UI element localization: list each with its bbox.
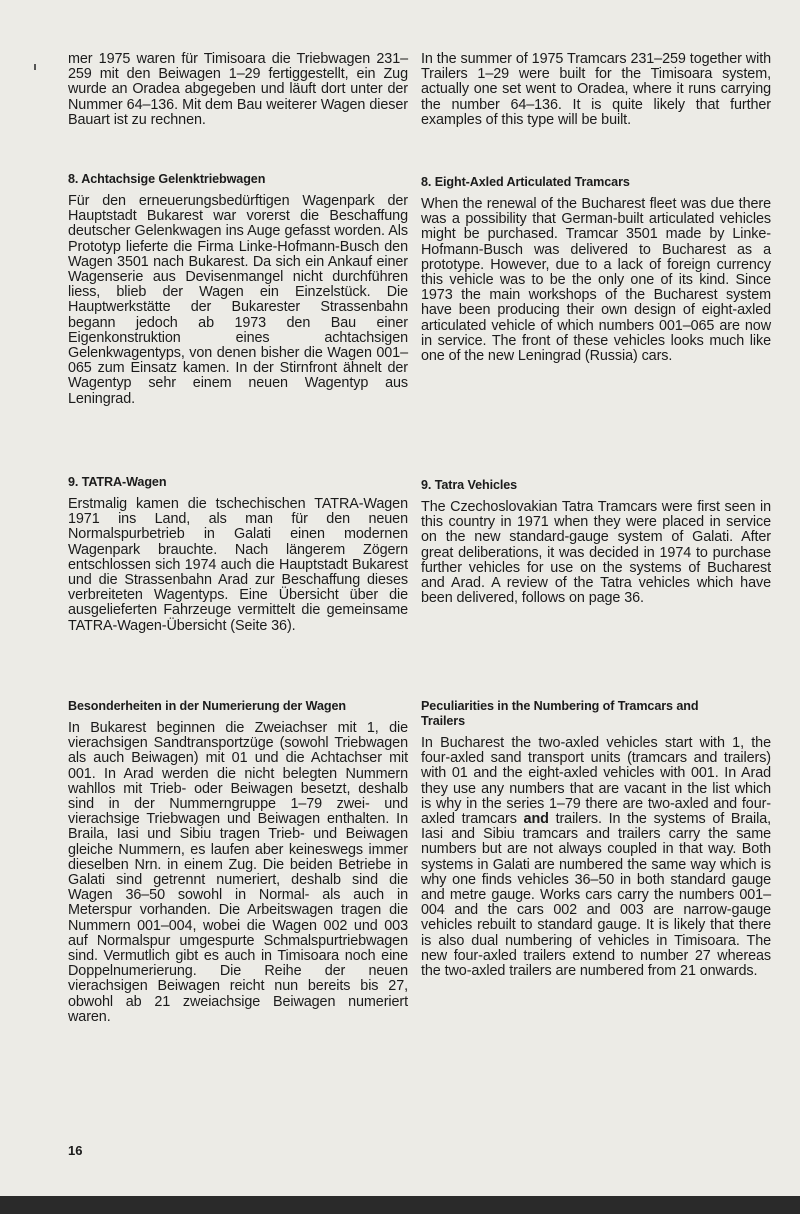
english-section-8-heading: 8. Eight-Axled Articulated Tramcars bbox=[421, 175, 630, 189]
english-numbering-text-b: trailers. In the systems of Braila, Iasi and Sibiu tramcars and trailers carry the same numbers but are not always coupled in that way. Both systems in Galati are numbered the same way which is why one finds vehicles 36–50 in both standard gauge and metre gauge. Works cars carry the numbers 001–004 and the cars 002 and 003 are narrow-gauge vehicles rebuilt to standard gauge. It is likely that there is also dual numbering of vehicles in Timisoara. The new four-axled trailers extend to number 27 whereas the two-axled trailers are numbered from 21 onwards. bbox=[421, 811, 771, 980]
german-section-8 bbox=[68, 172, 408, 407]
german-section-9-paragraph: Erstmalig kamen die tschechischen TATRA-Wagen 1971 ins Land, als man für den neuen Normalspurbetrieb in Galati einen modernen Wagenpark brauchte. Nach längerem Zögern entschlossen sich 1974 auch die Hauptstadt Bukarest und die Strassenbahn Arad zur Beschaffung dieses verbreiteten Wagentyps. Eine Übersicht über die ausgelieferten Fahrzeuge vermittelt die gemeinsame TATRA-Wagen-Übersicht (Seite 36). bbox=[68, 496, 408, 634]
german-intro-paragraph: mer 1975 waren für Timisoara die Triebwagen 231–259 mit den Beiwagen 1–29 fertiggestellt, ein Zug wurde an Oradea abgegeben und läuft dort unter der Nummer 64–136. Mit dem Bau weiterer Wagen dieser Bauart ist zu rechnen. bbox=[68, 51, 408, 128]
english-section-8-paragraph: When the renewal of the Bucharest fleet was due there was a possibility that German-built articulated vehicles might be purchased. Tramcar 3501 made by Linke-Hofmann-Busch was delivered to Bucharest as a prototype. However, due to a lack of foreign currency this vehicle was to be the only one of its kind. Since 1973 the main workshops of the Bucharest system have been producing their own design of eight-axled articulated vehicle of which numbers 001–065 are now in service. The front of these vehicles looks much like one of the new Leningrad (Russia) cars. bbox=[421, 196, 771, 365]
english-section-9-paragraph: The Czechoslovakian Tatra Tramcars were first seen in this country in 1971 when they were placed in service on the new standard-gauge system of Galati. After great deliberations, it was decided in 1974 to purchase further vehicles for use on the systems of Bucharest and Arad. A review of the Tatra vehicles which have been delivered, follows on page 36. bbox=[421, 499, 771, 607]
english-section-9-heading: 9. Tatra Vehicles bbox=[421, 478, 518, 492]
german-section-8-heading: 8. Achtachsige Gelenktriebwagen bbox=[68, 172, 266, 186]
english-numbering-bold-word: and bbox=[523, 811, 549, 828]
german-section-9 bbox=[68, 475, 408, 634]
german-numbering-paragraph: In Bukarest beginnen die Zweiachser mit 1, die vierachsigen Sandtransportzüge (sowohl Triebwagen als auch Beiwagen) mit 01 und die Achtachser mit 001. In Arad werden die nicht belegten Nummern wahllos mit Trieb- oder Beiwagen besetzt, deshalb sind in der Nummerngruppe 1–79 zwei- und vierachsige Triebwagen und Beiwagen enthalten. In Braila, Iasi und Sibiu tragen Trieb- und Beiwagen gleiche Nummern, es laufen aber keineswegs immer dieselben Nrn. in einem Zug. Die beiden Betriebe in Galati sind getrennt numeriert, deshalb sind die Wagen 36–50 sowohl in Normal- als auch in Meterspur vorhanden. Die Arbeitswagen tragen die Nummern 001–004, wobei die Wagen 002 und 003 auf Normalspur umgespurte Schmalspurtriebwagen sind. Vermutlich gibt es auch in Timisoara noch eine Doppelnumerierung. Die Reihe der neuen vierachsigen Beiwagen reicht nun bereits bis 27, obwohl ab 21 zweiachsige Beiwagen numeriert waren. bbox=[68, 720, 408, 1025]
english-numbering-heading: Peculiarities in the Numbering of Tramcars and Trailers bbox=[421, 699, 699, 728]
scan-bottom-edge bbox=[0, 1196, 800, 1214]
german-section-9-heading: 9. TATRA-Wagen bbox=[68, 475, 167, 489]
english-numbering-paragraph bbox=[421, 736, 771, 979]
english-intro-paragraph: In the summer of 1975 Tramcars 231–259 together with Trailers 1–29 were built for the Timisoara system, actually one set went to Oradea, where it runs carrying the number 64–136. It is quite likely that further examples of this type will be built. bbox=[421, 51, 771, 128]
english-section-numbering bbox=[421, 699, 771, 979]
english-numbering-text-a: In Bucharest the two-axled vehicles start with 1, the four-axled sand transport units (tramcars and trailers) with 01 and the eight-axled vehicles with 001. In Arad they use any numbers that are vacant in the list which is why in the series 1–79 there are two-axled and four-axled tramcars bbox=[421, 735, 771, 828]
page-number: 16 bbox=[68, 1143, 83, 1158]
german-numbering-heading: Besonderheiten in der Numerierung der Wagen bbox=[68, 699, 346, 713]
english-intro-section bbox=[421, 52, 771, 128]
english-section-8 bbox=[421, 175, 771, 364]
german-intro-section bbox=[68, 52, 408, 128]
scan-mark bbox=[34, 64, 36, 70]
german-section-8-paragraph: Für den erneuerungsbedürftigen Wagenpark der Hauptstadt Bukarest war vorerst die Beschaffung deutscher Gelenkwagen ins Auge gefasst worden. Als Prototyp lieferte die Firma Linke-Hofmann-Busch den Wagen 3501 nach Bukarest. Da sich ein Ankauf einer Wagenserie aus Devisenmangel nicht durchführen liess, blieb der Wagen ein Einzelstück. Die Hauptwerkstätte der Bukarester Strassenbahn begann jedoch ab 1973 den Bau einer Eigenkonstruktion eines achtachsigen Gelenkwagentyps, von denen bisher die Wagen 001–065 zum Einsatz kamen. In der Stirnfront ähnelt der Wagentyp sehr einem neuen Wagentyp aus Leningrad. bbox=[68, 193, 408, 407]
english-section-9 bbox=[421, 478, 771, 606]
german-section-numbering bbox=[68, 699, 408, 1025]
